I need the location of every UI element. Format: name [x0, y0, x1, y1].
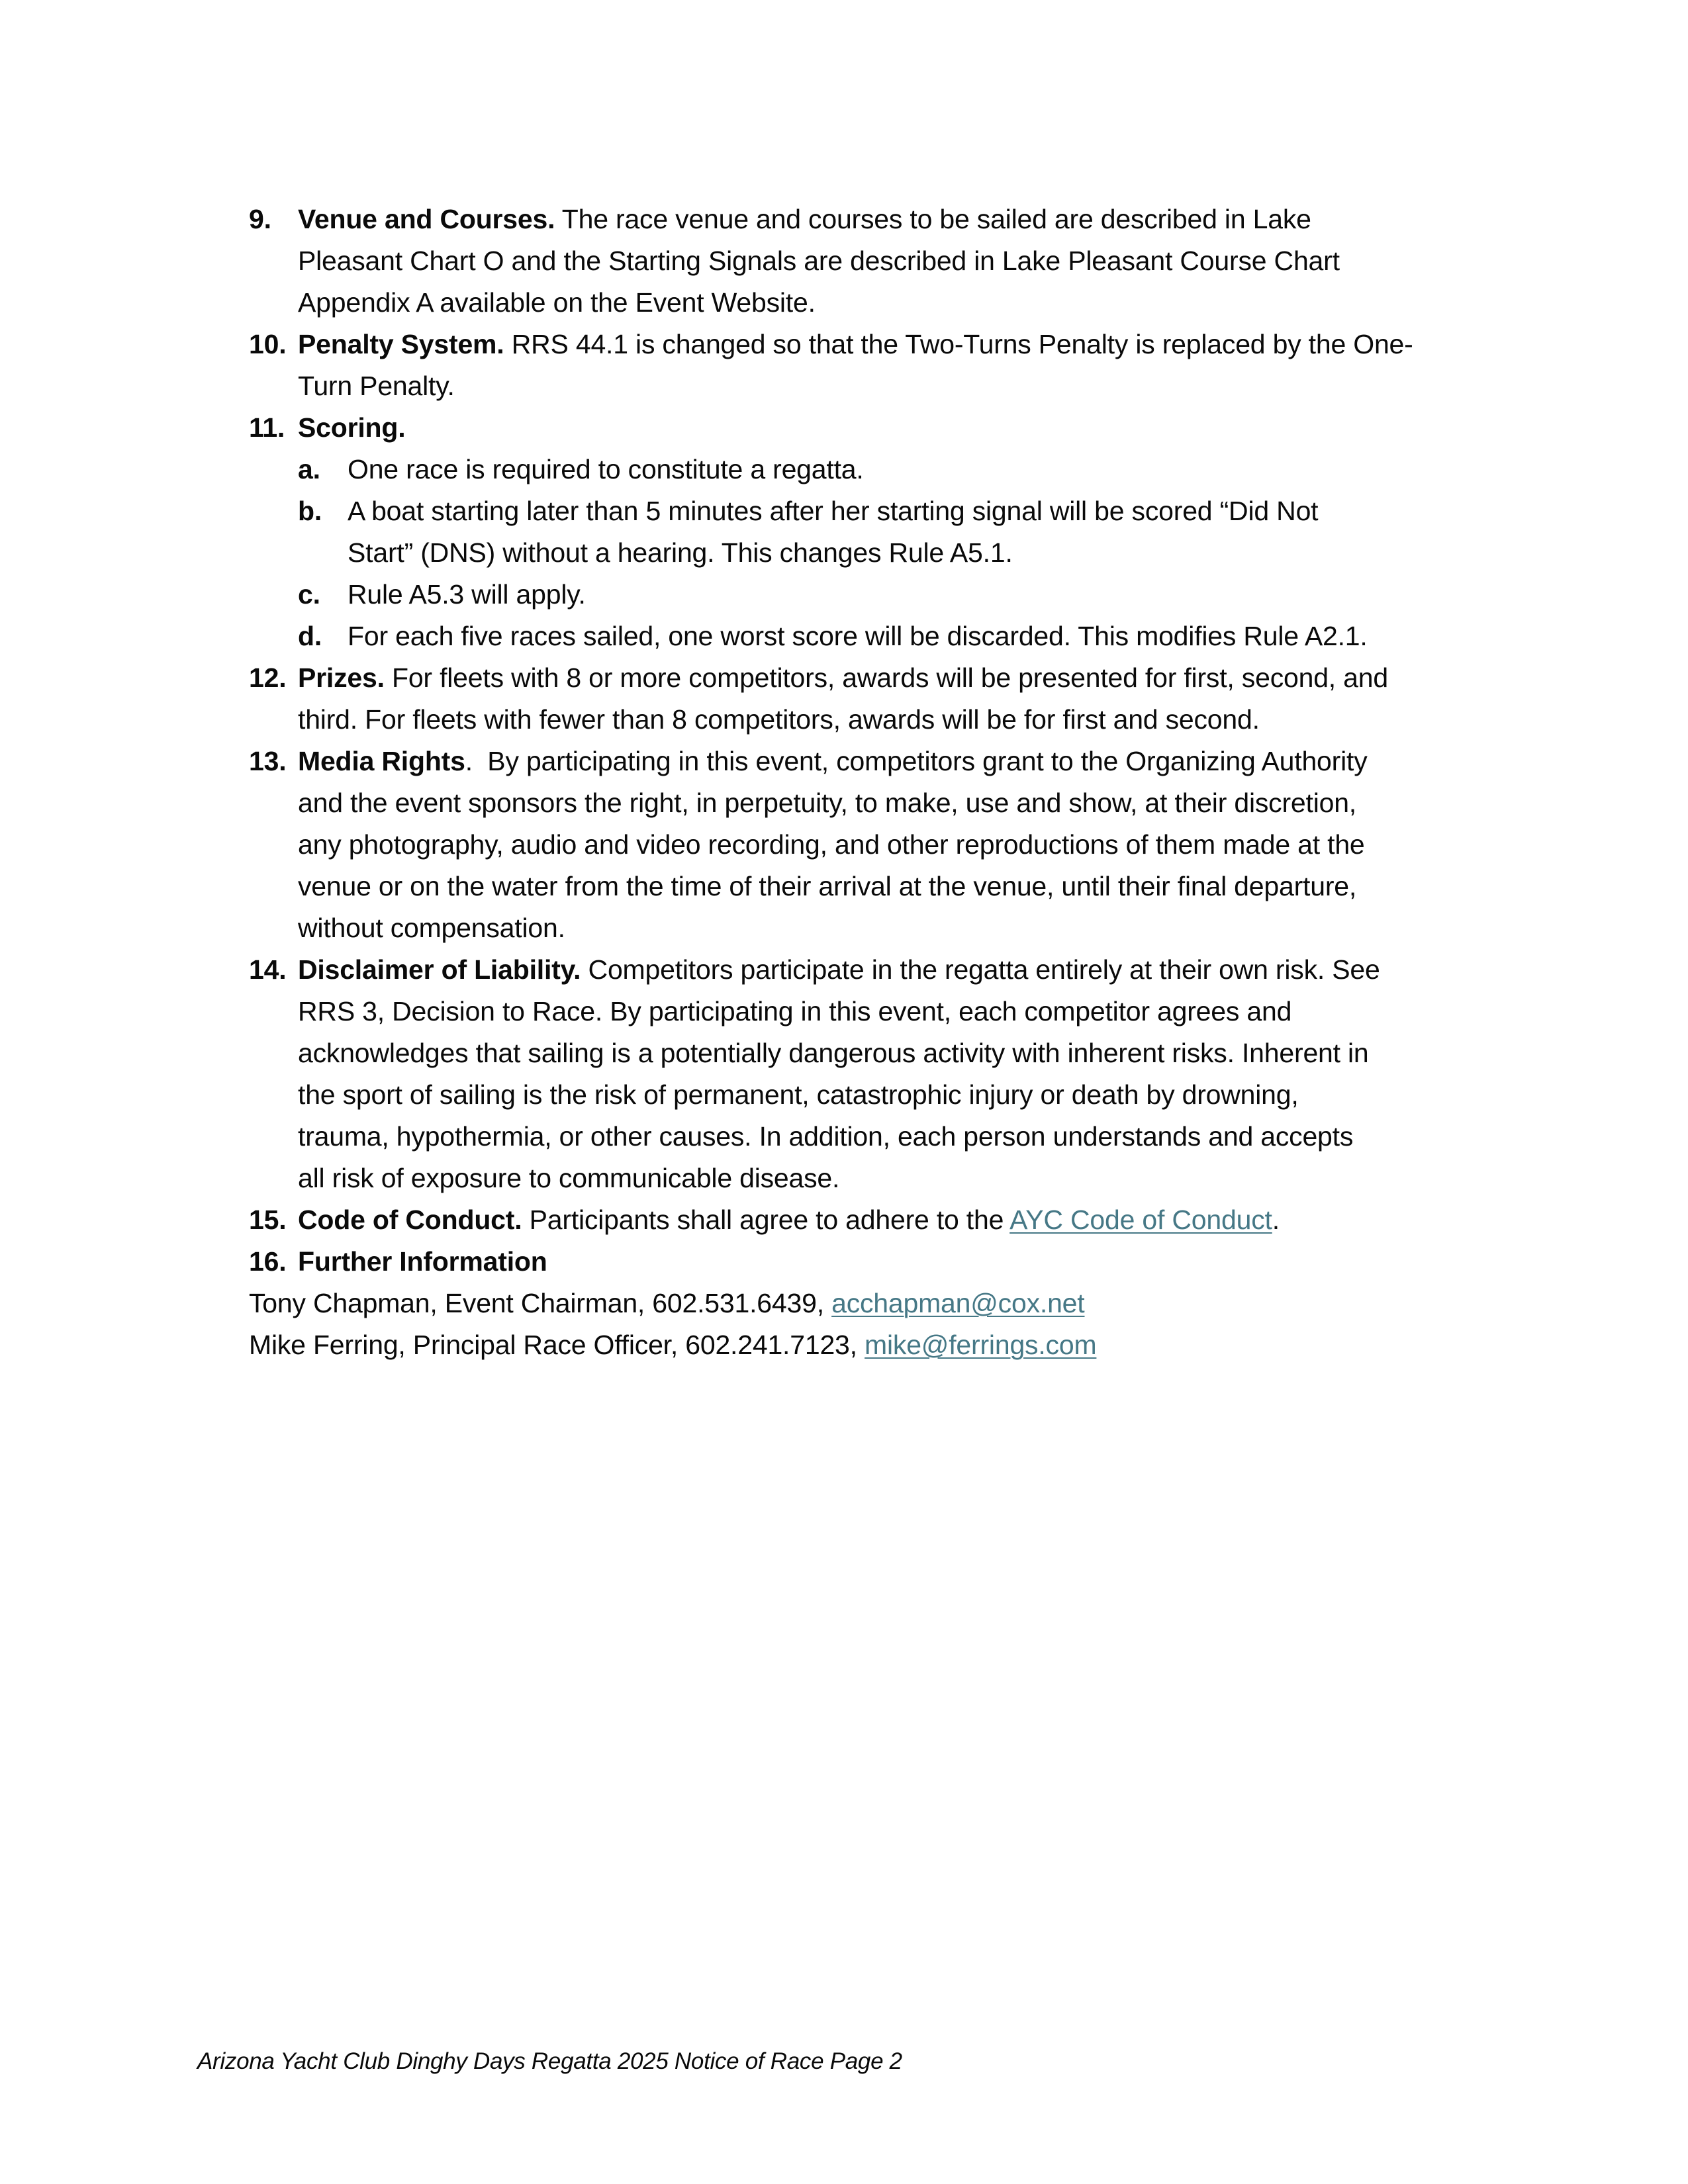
item-line — [298, 1199, 1507, 1241]
item-code-of-conduct — [249, 1199, 1507, 1241]
item-heading: Prizes. — [298, 662, 385, 693]
item-number: 13. — [249, 746, 287, 776]
item-media-rights — [249, 741, 1507, 949]
contact-email-link[interactable]: acchapman@cox.net — [831, 1288, 1085, 1318]
item-heading: Venue and Courses. — [298, 204, 555, 234]
item-penalty-system — [249, 324, 1507, 407]
item-heading: Media Rights — [298, 746, 465, 776]
item-number: 16. — [249, 1246, 287, 1277]
subitem-letter: a. — [298, 454, 320, 484]
item-heading: Scoring. — [298, 412, 406, 443]
item-text: . — [1272, 1205, 1280, 1235]
contact-email-link[interactable]: mike@ferrings.com — [865, 1330, 1097, 1360]
subitem-d — [298, 615, 1507, 657]
item-disclaimer-of-liability — [249, 949, 1507, 1199]
item-text: RRS 44.1 is changed so that the Two-Turns Penalty is replaced by the One- — [504, 329, 1413, 359]
item-further-information — [249, 1241, 1507, 1283]
item-line — [298, 949, 1507, 991]
item-line — [298, 324, 1507, 365]
subitem-letter: b. — [298, 496, 322, 526]
subitem-letter: c. — [298, 579, 320, 610]
item-line — [298, 657, 1507, 699]
item-line: trauma, hypothermia, or other causes. In addition, each person understands and accepts — [298, 1121, 1354, 1152]
item-line: Appendix A available on the Event Website. — [298, 287, 816, 318]
item-venue-and-courses — [249, 199, 1507, 324]
contact-text: Mike Ferring, Principal Race Officer, 602.241.7123, — [249, 1330, 865, 1360]
item-heading: Disclaimer of Liability. — [298, 954, 581, 985]
notice-body — [249, 199, 1507, 1366]
contact-text: Tony Chapman, Event Chairman, 602.531.6439, — [249, 1288, 832, 1318]
item-number: 10. — [249, 329, 287, 359]
page-footer: Arizona Yacht Club Dinghy Days Regatta 2025 Notice of Race Page 2 — [197, 2048, 902, 2074]
subitem-line: Rule A5.3 will apply. — [348, 579, 586, 610]
item-line: Turn Penalty. — [298, 371, 455, 401]
subitem-line: A boat starting later than 5 minutes after her starting signal will be scored “Did Not — [348, 496, 1319, 526]
item-text: Participants shall agree to adhere to the — [522, 1205, 1010, 1235]
subitem-c — [298, 574, 1507, 615]
item-line: without compensation. — [298, 913, 565, 943]
item-text: For fleets with 8 or more competitors, awards will be presented for first, second, and — [384, 662, 1388, 693]
subitem-b — [298, 490, 1507, 574]
item-line — [298, 741, 1507, 782]
item-number: 11. — [249, 412, 285, 443]
item-line — [298, 199, 1507, 240]
item-line: Pleasant Chart O and the Starting Signals are described in Lake Pleasant Course Chart — [298, 246, 1340, 276]
contact-line — [249, 1324, 1507, 1366]
subitem-letter: d. — [298, 621, 322, 651]
item-heading: Code of Conduct. — [298, 1205, 522, 1235]
item-number: 12. — [249, 662, 287, 693]
item-text: . By participating in this event, competitors grant to the Organizing Authority — [465, 746, 1368, 776]
item-scoring — [249, 407, 1507, 657]
item-line: and the event sponsors the right, in perpetuity, to make, use and show, at their discretion, — [298, 788, 1356, 818]
item-line: acknowledges that sailing is a potentially dangerous activity with inherent risks. Inherent in — [298, 1038, 1369, 1068]
item-line: RRS 3, Decision to Race. By participating in this event, each competitor agrees and — [298, 996, 1292, 1026]
code-of-conduct-link[interactable]: AYC Code of Conduct — [1009, 1205, 1272, 1235]
item-line: all risk of exposure to communicable disease. — [298, 1163, 840, 1193]
item-prizes — [249, 657, 1507, 741]
subitem-a — [298, 449, 1507, 490]
item-line: venue or on the water from the time of their arrival at the venue, until their final departure, — [298, 871, 1357, 901]
contact-line — [249, 1283, 1507, 1324]
item-heading: Further Information — [298, 1246, 547, 1277]
contacts-list — [249, 1283, 1507, 1366]
item-line: the sport of sailing is the risk of permanent, catastrophic injury or death by drowning, — [298, 1079, 1299, 1110]
item-heading: Penalty System. — [298, 329, 504, 359]
item-line: any photography, audio and video recording, and other reproductions of them made at the — [298, 829, 1365, 860]
item-number: 9. — [249, 204, 271, 234]
item-text: Competitors participate in the regatta entirely at their own risk. See — [581, 954, 1380, 985]
subitem-line: Start” (DNS) without a hearing. This changes Rule A5.1. — [348, 537, 1013, 568]
item-line: third. For fleets with fewer than 8 competitors, awards will be for first and second. — [298, 704, 1260, 735]
item-text: The race venue and courses to be sailed are described in Lake — [555, 204, 1311, 234]
item-number: 15. — [249, 1205, 287, 1235]
subitem-line: For each five races sailed, one worst score will be discarded. This modifies Rule A2.1. — [348, 621, 1368, 651]
subitem-line: One race is required to constitute a regatta. — [348, 454, 864, 484]
item-number: 14. — [249, 954, 287, 985]
